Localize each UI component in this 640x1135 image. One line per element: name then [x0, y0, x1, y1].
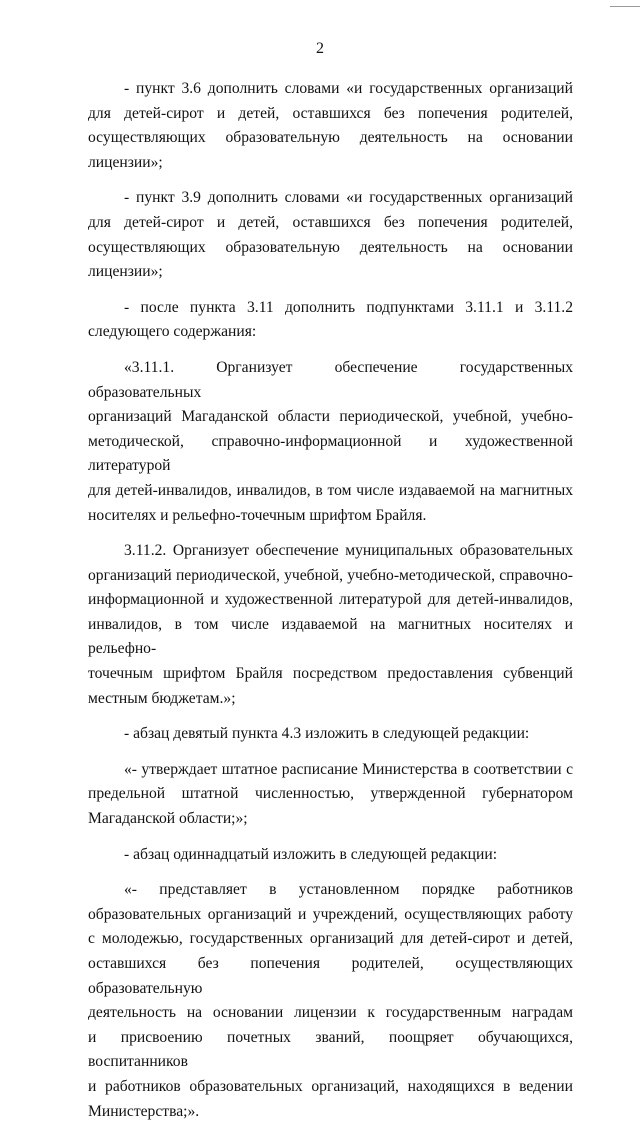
- paragraph-item-3-9: [88, 186, 573, 284]
- text-line: предельной штатной численностью, утвержденной губернатором: [88, 785, 573, 803]
- text-line: точечным шрифтом Брайля посредством предоставления субвенций: [88, 665, 573, 683]
- text-line: местным бюджетам.»;: [88, 689, 236, 707]
- text-line: следующего содержания:: [88, 323, 257, 341]
- paragraph-eleventh: [88, 843, 573, 868]
- paragraph-after-3-11: [88, 296, 573, 345]
- text-line: для детей-сирот и детей, оставшихся без попечения родителей,: [88, 213, 573, 231]
- text-line: осуществляющих образовательную деятельность на основании лицензии»;: [88, 129, 573, 171]
- text-line: оставшихся без попечения родителей, осуществляющих образовательную: [88, 955, 573, 997]
- paragraph-item-3-6: [88, 77, 573, 175]
- text-line: осуществляющих образовательную деятельность на основании лицензии»;: [88, 238, 573, 281]
- text-line: «- утверждает штатное расписание Министерства в соответствии с: [124, 760, 573, 778]
- text-line: Магаданской области;»;: [88, 810, 248, 828]
- text-line: - абзац девятый пункта 4.3 изложить в следующей редакции:: [124, 725, 530, 743]
- text-line: «3.11.1. Организует обеспечение государственных образовательных: [88, 358, 573, 401]
- text-line: организаций Магаданской области периодической, учебной, учебно-: [88, 408, 573, 426]
- document-body: [88, 77, 573, 1135]
- paragraph-staff-schedule: [88, 758, 573, 832]
- text-line: - абзац одиннадцатый изложить в следующей редакции:: [124, 845, 498, 863]
- text-line: и работников образовательных организаций, находящихся в ведении: [88, 1077, 573, 1095]
- paragraph-3-11-2: [88, 539, 573, 711]
- page-number: 2: [316, 40, 324, 57]
- text-line: деятельность на основании лицензии к государственным наградам: [88, 1004, 573, 1022]
- paragraph-3-11-1: [88, 356, 573, 528]
- text-line: - пункт 3.6 дополнить словами «и государственных организаций: [124, 80, 573, 97]
- text-line: «- представляет в установленном порядке работников: [124, 881, 573, 899]
- text-line: носителях и рельефно-точечным шрифтом Брайля.: [88, 506, 427, 524]
- text-line: инвалидов, в том числе издаваемой на магнитных носителях и рельефно-: [88, 615, 573, 658]
- paragraph-awards: [88, 878, 573, 1124]
- text-line: информационной и художественной литературой для детей-инвалидов,: [88, 591, 573, 609]
- text-line: и присвоению почетных званий, поощряет обучающихся, воспитанников: [88, 1028, 573, 1071]
- text-line: для детей-сирот и детей, оставшихся без попечения родителей,: [88, 104, 573, 122]
- text-line: для детей-инвалидов, инвалидов, в том числе издаваемой на магнитных: [88, 481, 573, 499]
- text-line: 3.11.2. Организует обеспечение муниципальных образовательных: [124, 542, 573, 560]
- text-line: - пункт 3.9 дополнить словами «и государственных организаций: [124, 189, 573, 207]
- paragraph-4-3-ninth: [88, 722, 573, 747]
- text-line: - после пункта 3.11 дополнить подпунктами 3.11.1 и 3.11.2: [124, 298, 573, 316]
- text-line: с молодежью, государственных организаций для детей-сирот и детей,: [88, 930, 573, 948]
- top-edge-rule: [610, 6, 640, 7]
- text-line: образовательных организаций и учреждений, осуществляющих работу: [88, 905, 573, 923]
- text-line: методической, справочно-информационной и художественной литературой: [88, 432, 573, 475]
- text-line: Министерства;».: [88, 1102, 200, 1120]
- text-line: организаций периодической, учебной, учебно-методической, справочно-: [88, 566, 573, 584]
